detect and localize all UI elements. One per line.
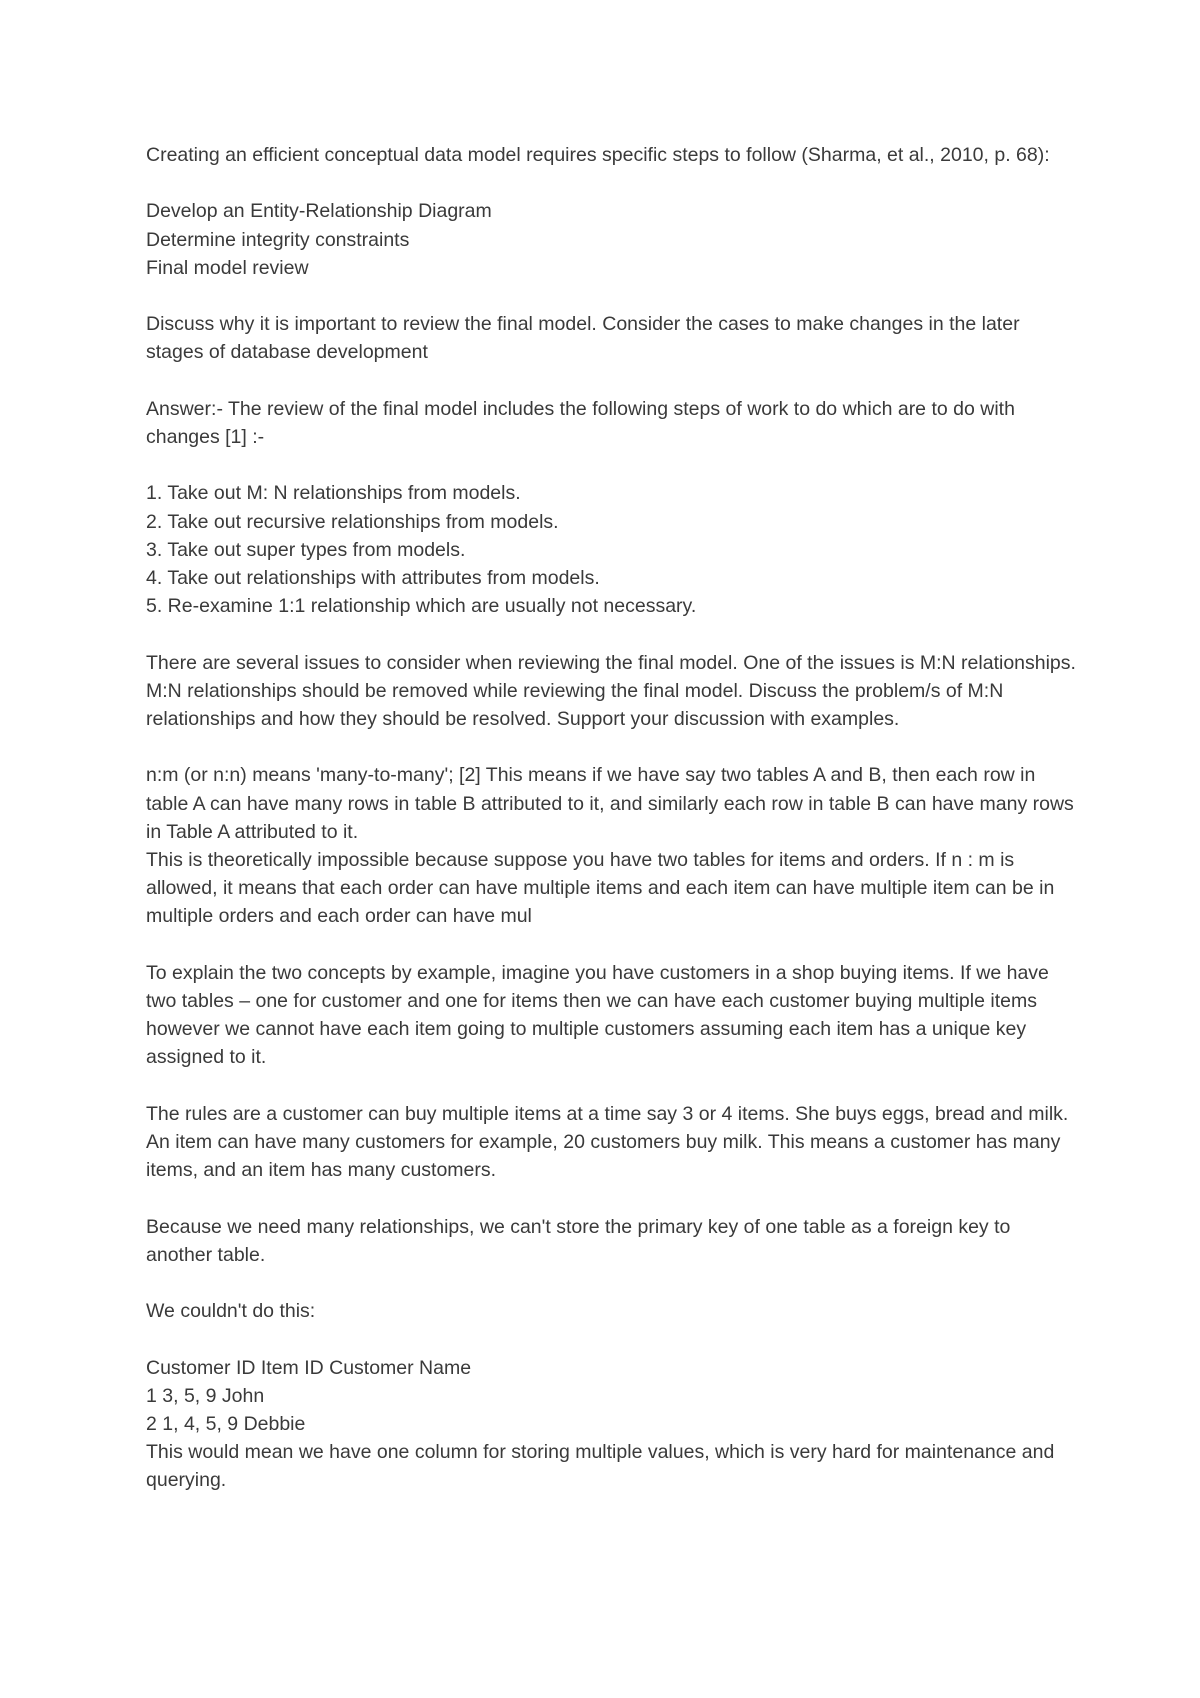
rules-paragraph: The rules are a customer can buy multiple items at a time say 3 or 4 items. She buys eggs, bread and milk. An item can have many customers for example, 20 customers buy milk. This means a customer has many items, and an item has many customers. <box>146 1102 1069 1182</box>
answer-step-item: 5. Re-examine 1:1 relationship which are usually not necessary. <box>146 595 697 618</box>
steps-list <box>146 197 1076 282</box>
answer-step-item: 4. Take out relationships with attributes from models. <box>146 566 600 589</box>
answer-steps-list <box>146 479 1076 620</box>
step-item: Determine integrity constraints <box>146 228 410 251</box>
table-row: 2 1, 4, 5, 9 Debbie <box>146 1412 306 1435</box>
step-item: Develop an Entity-Relationship Diagram <box>146 200 492 223</box>
answer-step-item: 1. Take out M: N relationships from models. <box>146 482 521 505</box>
example-paragraph: To explain the two concepts by example, imagine you have customers in a shop buying items. If we have two tables – one for customer and one for items then we can have each customer buying multiple items however we cannot have each item going to multiple customers assuming each item has a unique key assigned to it. <box>146 961 1049 1069</box>
because-paragraph: Because we need many relationships, we can't store the primary key of one table as a foreign key to another table. <box>146 1215 1011 1266</box>
answer-step-item: 2. Take out recursive relationships from models. <box>146 510 559 533</box>
example-table <box>146 1354 1076 1439</box>
step-item: Final model review <box>146 256 309 279</box>
impossible-paragraph: This is theoretically impossible because suppose you have two tables for items and orders. If n : m is allowed, it means that each order can have multiple items and each item can have multiple item can be in multiple orders and each order can have mul <box>146 848 1055 928</box>
closing-paragraph: This would mean we have one column for storing multiple values, which is very hard for maintenance and querying. <box>146 1441 1055 1492</box>
question-1-paragraph: Discuss why it is important to review the final model. Consider the cases to make changes in the later stages of database development <box>146 313 1020 364</box>
document-body <box>146 141 1076 1523</box>
intro-paragraph: Creating an efficient conceptual data model requires specific steps to follow (Sharma, et al., 2010, p. 68): <box>146 144 1050 166</box>
nm-paragraph: n:m (or n:n) means 'many-to-many'; [2] This means if we have say two tables A and B, then each row in table A can have many rows in table B attributed to it, and similarly each row in table B can have many rows in Table A attributed to it. <box>146 764 1074 843</box>
table-row: 1 3, 5, 9 John <box>146 1384 265 1407</box>
table-header-line: Customer ID Item ID Customer Name <box>146 1356 472 1379</box>
couldnt-line: We couldn't do this: <box>146 1300 316 1323</box>
answer-1-paragraph: Answer:- The review of the final model includes the following steps of work to do which are to do with changes [1] :- <box>146 397 1015 448</box>
question-2-paragraph: There are several issues to consider when reviewing the final model. One of the issues is M:N relationships. M:N relationships should be removed while reviewing the final model. Discuss the problem/s of M:N relationships and how they should be resolved. Support your discussion with examples. <box>146 651 1076 730</box>
answer-step-item: 3. Take out super types from models. <box>146 538 466 561</box>
